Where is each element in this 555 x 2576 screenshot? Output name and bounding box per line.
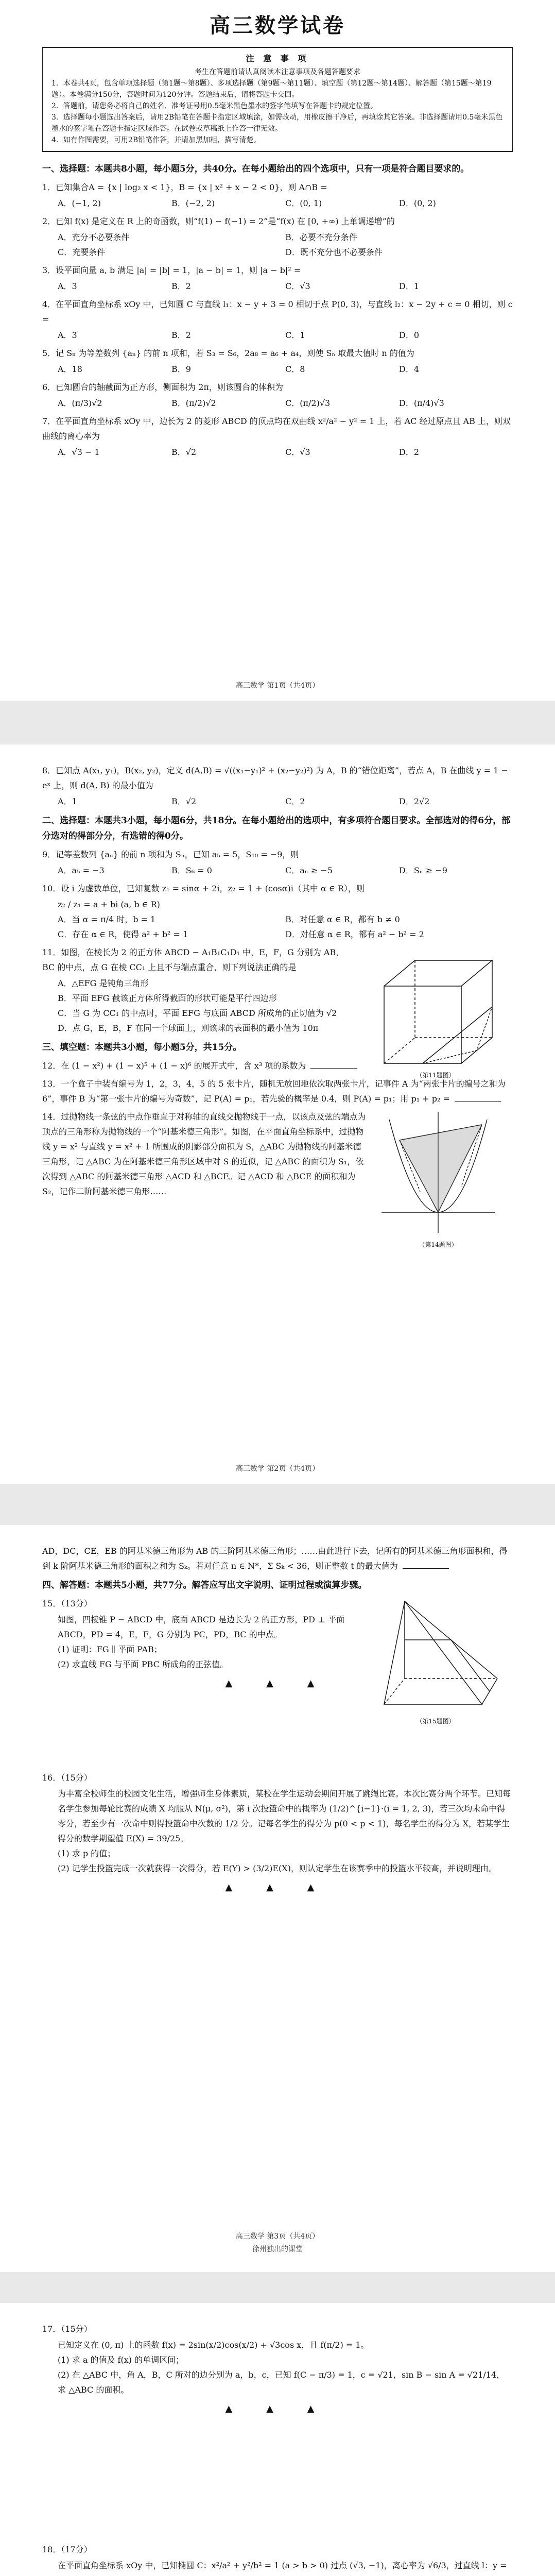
page-1	[0, 0, 555, 701]
option: A．(−1, 2)	[58, 198, 101, 208]
option: C．1	[285, 330, 305, 340]
option: D．4	[399, 364, 420, 374]
question-13-text: 13．一个盒子中装有编号为 1，2，3，4，5 的 5 张卡片，随机无放回地依次取两张卡片，记事件 A 为“两张卡片的编号之和为 6”，事件 B 为“第一张卡片的编号为奇数”，记 P(A) = p₁，若先验的概率是 0.4，则 P(A) = p₁；用 p₁ + p₂ =	[42, 1079, 506, 1104]
question-17-part: (1) 求 a 的值及 f(x) 的单调区间；	[58, 2355, 184, 2365]
watermark: 徐州独出的课堂	[252, 2245, 303, 2253]
notice-item: 4．如有作图需要，可用2B铅笔作答，并请加黑加粗，描写清楚。	[51, 136, 261, 144]
option: D．0	[399, 330, 420, 340]
question-3: 3．设平面向量 a, b 满足 |a| = |b| = 1，|a − b| = 1，则 |a − b|² =	[42, 265, 301, 275]
question-13	[42, 1076, 513, 1106]
notice-box	[42, 47, 513, 152]
option: D．点 G，E，B，F 在同一个球面上，则该球的表面积的最小值为 10π	[58, 1023, 319, 1033]
question-16-part: (2) 记学生投篮完成一次就获得一次得分，若 E(Y) > (3/2)E(X)，则认定学生在该赛季中的投篮水平较高，并说明理由。	[58, 1863, 497, 1873]
section-heading: 一、选择题：本题共8小题，每小题5分，共40分。在每小题给出的四个选项中，只有一项是符合题目要求的。	[42, 164, 470, 174]
option: B．平面 EFG 截该正方体所得截面的形状可能是平行四边形	[58, 993, 277, 1003]
option: C．充要条件	[58, 247, 106, 257]
end-marks: ▲ ▲ ▲	[225, 1882, 330, 1893]
options-3	[42, 279, 513, 294]
question-17-body: 已知定义在 (0, π) 上的函数 f(x) = 2sin(x/2)cos(x/2) + √3cos x，且 f(π/2) = 1。	[58, 2340, 369, 2350]
option: C．2	[285, 796, 305, 806]
option: A．a₅ = −3	[58, 866, 105, 875]
option: B．√2	[171, 447, 197, 457]
page-gap	[0, 1484, 555, 1525]
option: A．充分不必要条件	[58, 232, 130, 242]
option: C．(0, 1)	[285, 198, 322, 208]
option: B．必要不充分条件	[285, 232, 357, 242]
question-10-line2: z₂ / z₁ = a + bi (a, b ∈ R)	[58, 900, 160, 909]
question-8: 8．已知点 A(x₁, y₁)，B(x₂, y₂)，定义 d(A,B) = √((x₁−y₁)² + (x₂−y₂)²) 为 A，B 的“错位距离”，若点 A，B 在曲线 y = 1 − eˣ 上，则 d(A, B) 的最小值为	[42, 766, 508, 790]
parabola-diagram	[379, 1109, 497, 1238]
option: A．√3 − 1	[58, 447, 100, 457]
page-2	[0, 744, 555, 1484]
question-7: 7．在平面直角坐标系 xOy 中，边长为 2 的菱形 ABCD 的顶点均在双曲线 x²/a² − y² = 1 上，若 AC 经过原点且 AB 上，则双曲线的离心率为	[42, 416, 511, 441]
option: C．√3	[285, 447, 310, 457]
question-15-part: (1) 证明：FG ∥ 平面 PAB；	[58, 1645, 162, 1654]
option: D．1	[399, 281, 420, 291]
option: D．2	[399, 447, 420, 457]
option: B．√2	[171, 796, 197, 806]
cube-diagram	[369, 950, 502, 1069]
options-4	[42, 328, 513, 343]
question-5: 5．记 Sₙ 为等差数列 {aₙ} 的前 n 项和，若 S₃ = S₆，2a₈ = a₆ + a₄，则使 Sₙ 取最大值时 n 的值为	[42, 348, 414, 358]
option: B．2	[171, 281, 191, 291]
section-heading: 四、解答题：本题共5小题，共77分。解答应写出文字说明、证明过程或演算步骤。	[42, 1580, 367, 1590]
figure-caption: （第14题图）	[419, 1241, 458, 1248]
options-5	[42, 362, 513, 377]
page-gap	[0, 2272, 555, 2303]
parabola-figure	[379, 1109, 497, 1249]
notice-intro: 考生在答题前请认真阅读本注意事项及各题答题要求	[195, 68, 360, 76]
option: A．3	[58, 330, 77, 340]
exam-title: 高三数学试卷	[210, 13, 345, 38]
question-11: 11．如图，在棱长为 2 的正方体 ABCD − A₁B₁C₁D₁ 中，E，F，G 分别为 AB，BC 的中点，点 G 在棱 CC₁ 上且不与端点重合，则下列说法正确的是	[42, 947, 344, 972]
options-7	[42, 445, 513, 460]
option: B．对任意 α ∈ R，都有 b ≠ 0	[285, 914, 400, 924]
page-footer: 高三数学 第2页（共4页）	[235, 1465, 320, 1473]
options-1	[42, 196, 513, 211]
option: A．△EFG 是钝角三角形	[58, 978, 149, 988]
question-6: 6．已知圆台的轴截面为正方形，侧面积为 2π，则该圆台的体积为	[42, 382, 283, 392]
notice-item: 1．本卷共4页，包含单项选择题（第1题～第8题）、多项选择题（第9题～第11题）、填空题（第12题～第14题）、解答题（第15题～第19题）。本卷满分150分，答题时间为120分钟。答题结束后，请将答题卡交回。	[51, 79, 492, 99]
question-15-body: 如图，四棱锥 P − ABCD 中，底面 ABCD 是边长为 2 的正方形，PD ⊥ 平面 ABCD，PD = 4，E，F，G 分别为 PC，PD，BC 的中点。	[58, 1615, 345, 1639]
option: A．3	[58, 281, 77, 291]
section-heading: 二、选择题：本题共3小题，每小题6分，共18分。在每小题给出的选项中，有多项符合题目要求。全部选对的得6分，部分选对的得部分分，有选错的得0分。	[42, 816, 511, 841]
question-14-continued-text: AD，DC，CE，EB 的阿基米德三角形为 AB 的三阶阿基米德三角形；……由此进行下去，记所有的阿基米德三角形面积和，得到 k 阶阿基米德三角形的面积之和为 Sₖ。若对任意 n ∈ N*，Σ Sₖ < 36，则正整数 t 的最大值为	[42, 1546, 508, 1571]
option: D．Sₙ ≥ −9	[399, 866, 447, 875]
page-3	[0, 1525, 555, 2272]
notice-item: 3．选择题每小题选出答案后，请用2B铅笔在答题卡指定区域填涂，如需改动，用橡皮擦干净后，再填涂其它答案。非选择题请用0.5毫米黑色墨水的签字笔在答题卡指定区域作答。在试卷或草稿纸上作答一律无效。	[51, 113, 503, 133]
option: D．(π/4)√3	[399, 398, 444, 408]
page-footer: 高三数学 第1页（共4页）	[235, 682, 320, 690]
section-heading: 三、填空题：本题共3小题，每小题5分，共15分。	[42, 1042, 242, 1053]
option: A．(π/3)√2	[58, 398, 102, 408]
option: D．(0, 2)	[399, 198, 436, 208]
option: D．对任意 α ∈ R，都有 a² − b² = 2	[285, 929, 424, 939]
question-2: 2．已知 f(x) 是定义在 R 上的奇函数，则“f(1) − f(−1) = 2”是“f(x) 在 [0, +∞) 上单调递增”的	[42, 216, 395, 226]
question-10: 10．设 i 为虚数单位，已知复数 z₁ = sinα + 2i，z₂ = 1 + (cosα)i（其中 α ∈ R），则	[42, 884, 365, 893]
option: A．1	[58, 796, 77, 806]
question-18-body: 在平面直角坐标系 xOy 中，已知椭圆 C：x²/a² + y²/b² = 1 (a > b > 0) 过点 (√3, −1)，离心率为 √6/3，过直线 l：y =	[58, 2561, 507, 2570]
question-14-continued	[42, 1544, 513, 1573]
pyramid-diagram	[369, 1596, 502, 1715]
options-9	[42, 863, 513, 878]
option: D．既不充分也不必要条件	[285, 247, 383, 257]
question-16: 16．（15分）	[42, 1773, 92, 1783]
option: C．aₙ ≥ −5	[285, 866, 333, 875]
option: C．8	[285, 364, 305, 374]
option: C．存在 α ∈ R，使得 a² + b² = 1	[58, 929, 188, 939]
end-marks: ▲ ▲ ▲	[225, 1678, 330, 1689]
option: C．当 G 为 CC₁ 的中点时，平面 EFG 与底面 ABCD 所成角的正切值为 √2	[58, 1008, 337, 1018]
end-marks: ▲ ▲ ▲	[225, 2403, 330, 2414]
notice-item: 2．答题前，请您务必将自己的姓名、准考证号用0.5毫米黑色墨水的签字笔填写在答题卡的规定位置。	[51, 102, 378, 110]
question-1: 1．已知集合A = {x | log₂ x < 1}，B = {x | x² + x − 2 < 0}，则 A∩B =	[42, 182, 327, 192]
question-16-part: (1) 求 p 的值；	[58, 1849, 116, 1858]
pyramid-figure	[369, 1596, 502, 1725]
page-footer: 高三数学 第3页（共4页）	[235, 2232, 320, 2241]
question-14: 14．过抛物线一条弦的中点作垂直于对称轴的直线交抛物线于一点，以该点及弦的端点为顶点的三角形称为抛物线的一个“阿基米德三角形”。如图，在平面直角坐标系中，过抛物线 y = x² 与直线 y = x² + 1 所围成的阴影部分面积为 S，△ABC 为抛物线的阿基米德三角形，记 △ABC 为在阿基米德三角形区域中对 S 的近似，记 △ABC 的面积为 S₁，依次得到 △ABC 的阿基米德三角形 △ACD 和 △BCE。记 △ACD 和 △BCE 的面积和为 S₂，记作二阶阿基米德三角形……	[42, 1112, 366, 1196]
option: D．2√2	[399, 796, 430, 806]
option: B．2	[171, 330, 191, 340]
cube-figure	[369, 950, 502, 1079]
option: B．S₆ = 0	[171, 866, 212, 875]
figure-caption: （第11题图）	[416, 1072, 455, 1079]
question-12-text: 12．在 (1 − x²) + (1 − x)⁵ + (1 − x)⁶ 的展开式中，含 x³ 项的系数为	[42, 1061, 306, 1071]
option: C．(π/2)√3	[285, 398, 331, 408]
answer-blank	[310, 1068, 357, 1069]
page-gap	[0, 701, 555, 744]
option: B．(−2, 2)	[171, 198, 215, 208]
options-11	[42, 976, 348, 1036]
notice-title: 注 意 事 项	[246, 54, 309, 63]
figure-caption: （第15题图）	[416, 1718, 455, 1725]
option: C．√3	[285, 281, 310, 291]
question-4: 4．在平面直角坐标系 xOy 中，已知圆 C 与直线 l₁：x − y + 3 = 0 相切于点 P(0, 3)，与直线 l₂：x − 2y + c = 0 相切，则 c =	[42, 299, 513, 324]
options-2	[42, 230, 513, 260]
page-4	[0, 2303, 555, 2576]
option: A．18	[58, 364, 82, 374]
options-6	[42, 396, 513, 411]
question-17: 17．（15分）	[42, 2324, 92, 2334]
question-16-body: 为丰富全校师生的校园文化生活，增强师生身体素质，某校在学生运动会期间开展了跳绳比赛。本次比赛分两个环节。已知每名学生参加每轮比赛的成绩 X 均服从 N(μ, σ²)，第 i 次投篮命中的概率为 (1/2)^{i−1}·(i = 1, 2, 3)，若三次均未命中得零分，若至少有一次命中则得投篮命中次数的 1/2 分。记每名学生的得分为 p(0 < p < 1)，每名学生的得分为 X，若某学生得分的数学期望值 E(X) = 39/25。	[58, 1789, 511, 1843]
option: B．(π/2)√2	[171, 398, 216, 408]
option: B．9	[171, 364, 191, 374]
options-10	[42, 912, 513, 942]
question-9: 9．记等差数列 {aₙ} 的前 n 项和为 Sₙ，已知 a₅ = 5，S₁₀ = −9，则	[42, 850, 299, 859]
question-17-part: (2) 在 △ABC 中，角 A，B，C 所对的边分别为 a，b，c，已知 f(C − π/3) = 1，c = √21，sin B − sin A = √21/14，求 △ABC 的面积。	[58, 2370, 505, 2395]
answer-blank	[403, 1568, 449, 1569]
question-15: 15．（13分）	[42, 1599, 92, 1608]
option: A．当 α = π/4 时，b = 1	[58, 914, 156, 924]
question-18: 18．（17分）	[42, 2545, 92, 2554]
question-15-part: (2) 求直线 FG 与平面 PBC 所成角的正弦值。	[58, 1659, 229, 1669]
options-8	[42, 794, 513, 809]
